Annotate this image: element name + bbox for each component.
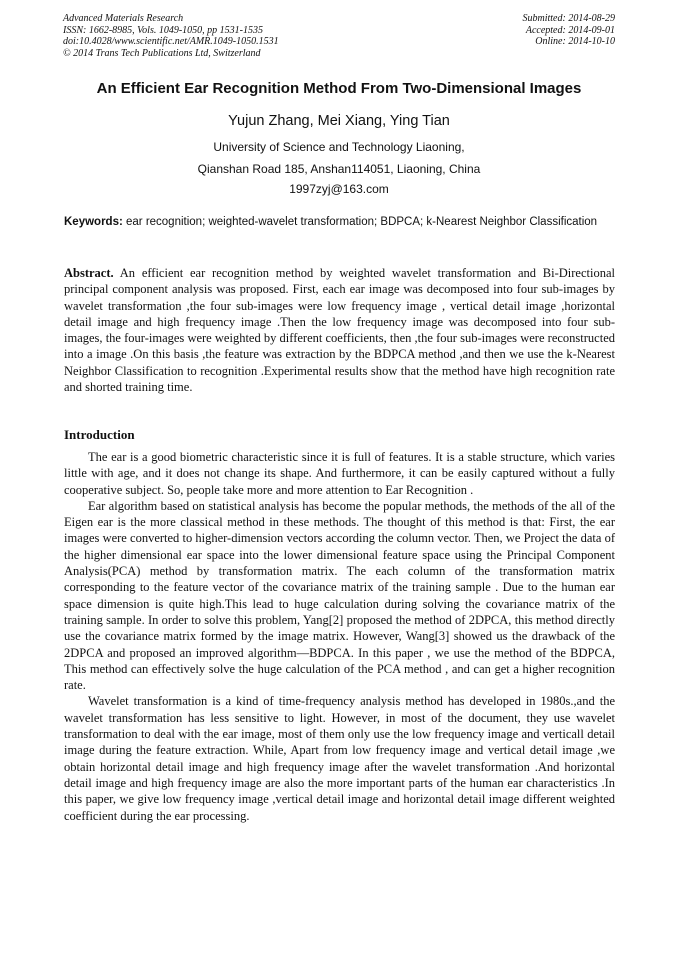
intro-paragraph: The ear is a good biometric characteristic since it is full of features. It is a stable structure, which varies little with age, and it does not change its shape. And furthermore, it can be easily captured without a fully cooperative subject. So, people take more and more attention to Ear Recognition .	[64, 450, 615, 497]
abstract-block	[64, 265, 615, 395]
affiliation-address: Qianshan Road 185, Anshan114051, Liaoning, China	[197, 162, 481, 176]
intro-paragraph: Wavelet transformation is a kind of time-frequency analysis method has developed in 1980s.,and the wavelet transformation has less sensitive to light. However, in most of the document, they use wavelet transformation to deal with the ear image, most of them only use the low frequency image and verticall detail image during the feature extraction. While, Apart from low frequency image and vertical detail image ,we obtain horizontal detail image and high frequency image after the wavelet transformation .And horizontal detail image and high frequency image are also the more important parts of the human ear characteristics .In this paper, we give low frequency image ,vertical detail image and horizontal detail image different weighted coefficient during the ear processing.	[64, 694, 615, 823]
keywords-text: ear recognition; weighted-wavelet transformation; BDPCA; k-Nearest Neighbor Classification	[126, 216, 598, 228]
introduction-body	[64, 449, 615, 824]
affiliation-university: University of Science and Technology Liaoning,	[213, 140, 465, 154]
author-list: Yujun Zhang, Mei Xiang, Ying Tian	[228, 113, 450, 129]
author-email: 1997zyj@163.com	[289, 182, 389, 196]
intro-paragraph: Ear algorithm based on statistical analysis has become the popular methods, the methods of the all of the Eigen ear is the more classical method in these methods. The thought of this method is that: First, the ear images were converted to higher-dimension vectors according the column vector. Then, we Project the data of the higher dimensional ear space into the lower dimensional feature space using the Principal Component Analysis(PCA) method by transformation matrix. The each column of the transformation matrix corresponding to the feature vector of the covariance matrix of the training sample . Due to the human ear space dimension is quite high.This lead to huge calculation during solving the covariance matrix of the training sample. In order to solve this problem, Yang[2] proposed the method of 2DPCA, this method directly use the covariance matrix formed by the image matrix. However, Wang[3] showed us the drawback of the 2DPCA and proposed an improved algorithm—BDPCA. In this paper , we use the method of the BDPCA, This method can effectively solve the huge calculation of the PCA method , and can get a higher recognition rate.	[64, 498, 615, 693]
doi-line: doi:10.4028/www.scientific.net/AMR.1049-1050.1531	[63, 36, 279, 47]
keywords-label: Keywords:	[64, 216, 123, 228]
keywords-block	[64, 215, 615, 229]
paper-title: An Efficient Ear Recognition Method From Two-Dimensional Images	[96, 80, 582, 97]
online-date: Online: 2014-10-10	[535, 36, 615, 47]
submitted-date: Submitted: 2014-08-29	[522, 13, 615, 24]
issn-line: ISSN: 1662-8985, Vols. 1049-1050, pp 1531-1535	[63, 24, 263, 36]
copyright-line: © 2014 Trans Tech Publications Ltd, Switzerland	[63, 47, 261, 59]
abstract-text: An efficient ear recognition method by weighted wavelet transformation and Bi-Directional principal component analysis was proposed. First, each ear image was decomposed into four sub-images by wavelet transformation ,the four sub-images were low frequency image , vertical detail image ,horizontal detail image and high frequency image .Then the low frequency image was decomposed into four sub-images, the four-images were weighted by different coefficients, then ,the four sub-images were reconstructed into a image .On this basis ,the feature was extraction by the BDPCA method ,and then we use the k-Nearest Neighbor Classification to recognition .Experimental results show that the method have high recognition rate and shorted training time.	[64, 266, 615, 395]
abstract-label: Abstract.	[64, 266, 114, 280]
journal-header-right	[523, 13, 616, 48]
section-heading-introduction: Introduction	[64, 427, 135, 442]
journal-name: Advanced Materials Research	[63, 13, 184, 24]
accepted-date: Accepted: 2014-09-01	[525, 24, 615, 36]
journal-header-left	[63, 13, 279, 59]
